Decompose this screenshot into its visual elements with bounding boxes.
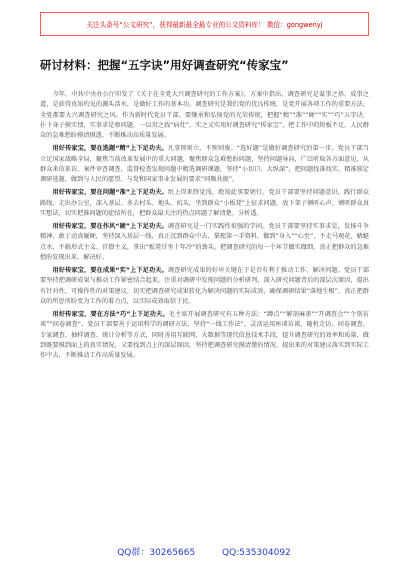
qq-group-label: QQ群：30265665 — [117, 548, 196, 558]
paragraph-text: 今年，中共中央办公厅印发了《关于在全党大兴调查研究的工作方案》，方案中指出，调查研究是谋事之基、成事之道，是获得真知灼见的源头活水，是做好工作的基本功。调查研究是我们党的优良传统，是党开展各项工作的重要方法，全党都要大兴调查研究之风。作为新时代党员干部，要继承和弘扬党的光荣传统，把握“精”“准”“硬”“实”“巧”五字诀，扑下身子摸实情，实事求是察问题，一以贯之找“病灶”，实之又实用好调查研究“传家宝”，把工作中的短板不足、人民群众的急难愁盼摸清摸透，不断推动高质量发展。 — [40, 91, 369, 139]
paragraph-results — [40, 266, 369, 307]
promo-banner — [40, 12, 369, 36]
paragraph-lead: 用好传家宝，要在作风“硬”上下足功夫。 — [52, 223, 168, 230]
paragraph-method — [40, 310, 369, 361]
paragraph-lead: 用好传家宝，要在方法“巧”上下足功夫。 — [52, 311, 169, 318]
qq-number-label: QQ:535304092 — [222, 548, 291, 558]
paragraph-topic — [40, 144, 369, 185]
promo-banner-text: 关注头条号“公文研究”，获得最新最全最专业的公文资料库！ 微信：gongwenyj — [86, 21, 323, 29]
document-body — [40, 90, 369, 364]
paragraph-problem — [40, 188, 369, 219]
contact-footer — [0, 545, 408, 558]
paragraph-text: 毛主席开展调查研究有五种方法：“蹲点”“解剖麻雀”“开调查会”“个别访谈”“问卷调查”。党员干部要善于运用科学的调研方法，坚持“一线工作法”，灵活运用座谈访谈、随机走访、问卷调查、专家调查、抽样调查、统计分析等方式，同时善用互联网、大数据等现代信息技术手段，提升调查研究的效率和质量，做到既要摸到面上的真实情况，又要找到点上的深层原因，坚持把调查研究摸清楚的情况、提出来的对策建议落实到实际工作中去，不断推动工作高质量发展。 — [40, 311, 369, 359]
paragraph-text: 调查研究成果的好坏关键在于是否有利于推动工作、解决问题。党员干部要坚持把调研成果与推动工作紧密结合起来，注重对调研中发现问题的分析研判，深入研究问题背后的深层次原因，提出有针对性、可操作性的对策建议，切实把调查研究成果转化为解决问题的实际成效，确保调研结果“落地生根”，真正把群众的所思所盼变为工作的着力点，以实际成效取信于民。 — [40, 267, 370, 305]
paragraph-text: 纸上得来终觉浅，绝知此事要躬行。党员干部要坚持问题意识，践行群众路线，走出办公室，深入基层、多去村头、地头、炕头，坐到群众“小板凳”上征求问题，放下架子倾听心声，倾听群众真实想法，切实把准问题的症结所在，把群众最关注的热点问题了解清楚、分析透。 — [40, 189, 370, 217]
paragraph-lead: 用好传家宝，要在选题“精”上下足功夫。 — [52, 145, 168, 153]
page-title: 研讨材料：把握“五字诀”用好调查研究“传家宝” — [40, 58, 289, 72]
paragraph-text: 调查研究是一门实践性很强的学问。党员干部要坚持实事求是，发扬斗争精神，敢于动真碰硬，坚持深入基层一线，真正沉到群众中去，掌握第一手资料，做到“身入”“心至”，不走马观花、蜻蜓点水，不搞形式主义、官僚主义，拿出“板凳甘坐十年冷”的劲头，把调查研究的每一个环节做实做细，真正把群众的急难愁盼发现出来、解决好。 — [40, 223, 370, 261]
paragraph-intro — [40, 90, 369, 141]
paragraph-lead: 用好传家宝，要在问题“准”上下足功夫。 — [52, 189, 168, 197]
paragraph-lead: 用好传家宝，要在成果“实”上下足功夫。 — [52, 267, 168, 274]
paragraph-style — [40, 222, 369, 263]
paragraph-text: 凡事预则立，不预则废。“选好题”是做好调查研究的第一步。党员干部当立足国家战略全局，聚焦当前改革发展中的重大问题，聚焦群众急难愁盼问题，坚持问题导向，广泛听取各方面意见，从群众来信来访、案件审查调查、监督检查发现问题中精选调研课题，坚持“小切口、大纵深”，把问题找准找实，精准锁定调研选题，做到与人民的愿望、与党和国家事业发展的要求“同频共振”。 — [40, 145, 369, 183]
